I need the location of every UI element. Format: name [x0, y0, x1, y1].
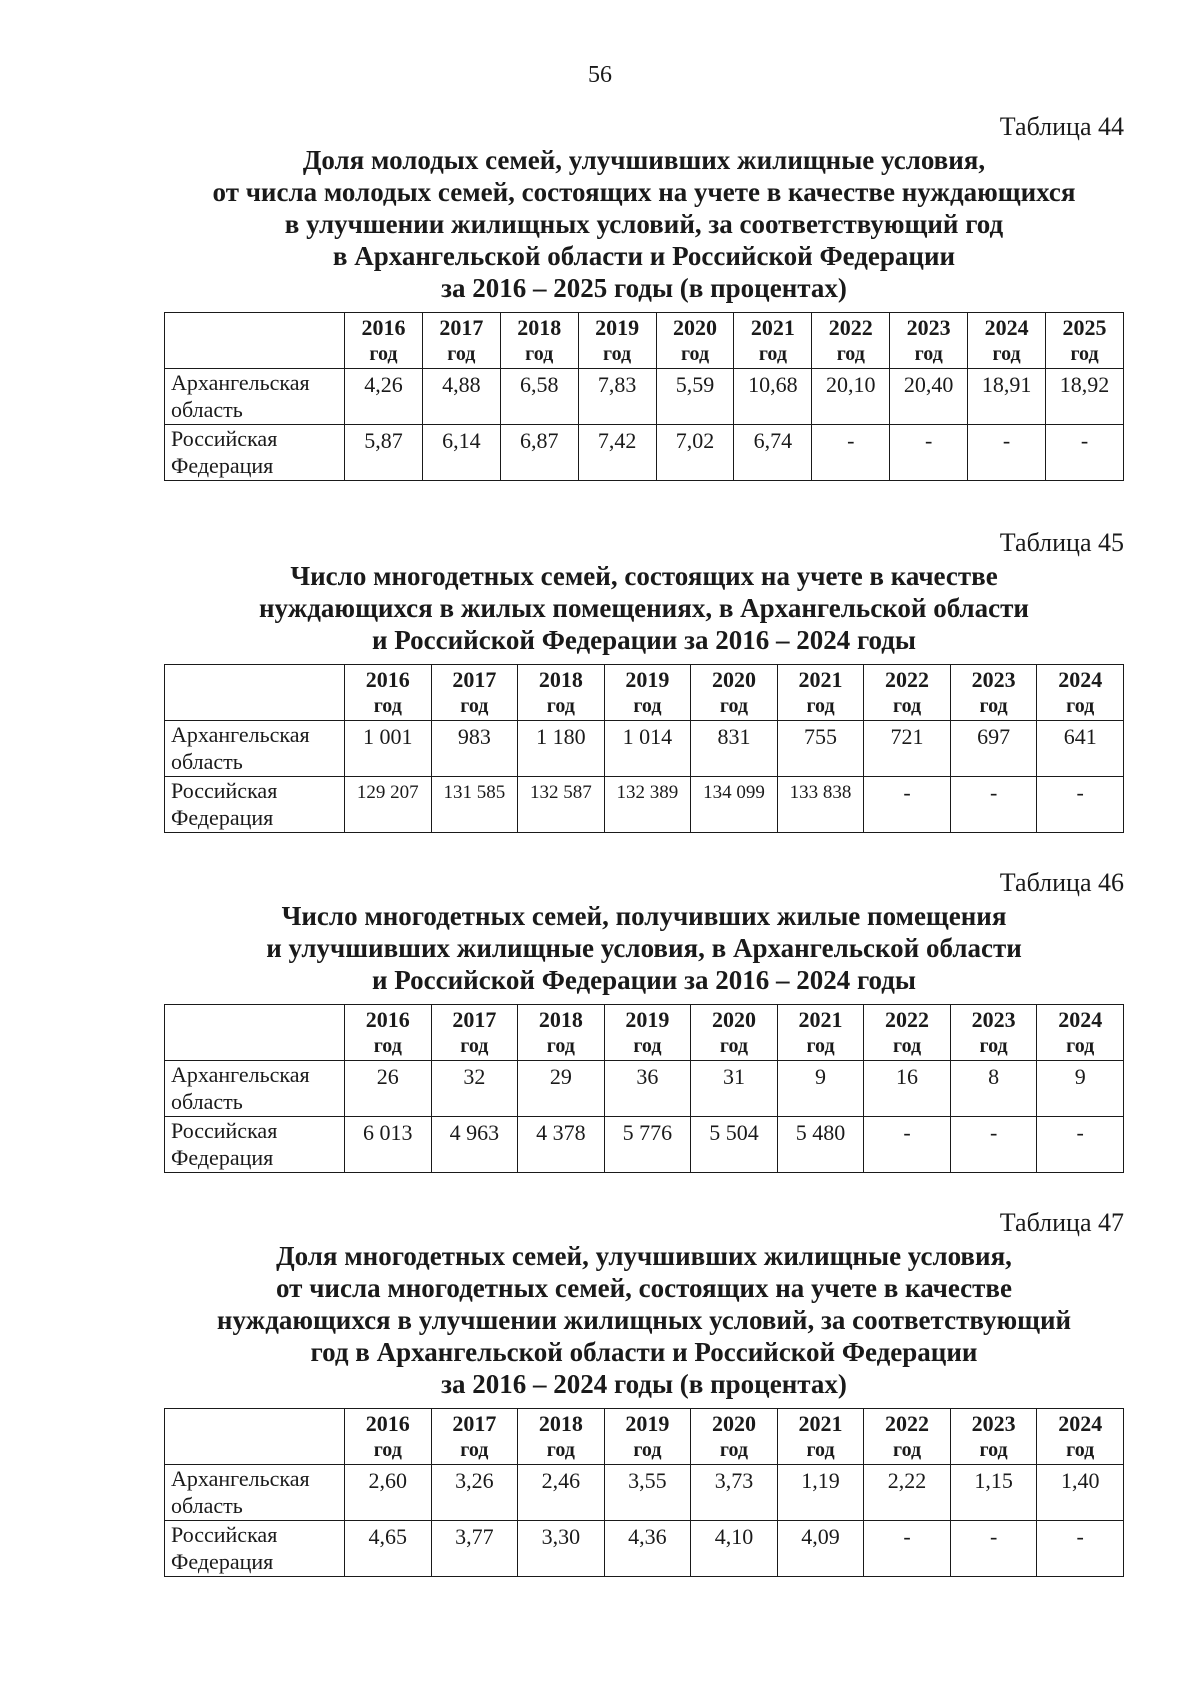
value-cell: 20,10	[812, 369, 890, 425]
value-cell: 1 001	[345, 721, 432, 777]
year-suffix: год	[633, 1035, 662, 1057]
year-header	[578, 313, 656, 369]
value-cell: -	[1046, 425, 1124, 481]
table-title-line: за 2016 – 2024 годы (в процентах)	[441, 1369, 847, 1399]
value-cell: 697	[950, 721, 1037, 777]
year-suffix: год	[525, 343, 554, 365]
value-cell: 6 013	[345, 1117, 432, 1173]
table-title-line: за 2016 – 2025 годы (в процентах)	[441, 273, 847, 303]
year-suffix: год	[719, 1439, 749, 1461]
value-cell: 6,14	[422, 425, 500, 481]
year-header	[431, 1005, 518, 1061]
year-header	[518, 1005, 605, 1061]
year-suffix: год	[369, 343, 398, 365]
row-header: Архангельская область	[165, 1465, 345, 1521]
year-suffix: год	[633, 695, 662, 717]
value-cell: 5 480	[777, 1117, 864, 1173]
year-number: 2022	[885, 1007, 930, 1032]
value-cell: 32	[431, 1061, 518, 1117]
year-suffix: год	[633, 1439, 662, 1461]
year-suffix: год	[373, 1439, 402, 1461]
value-cell: 132 587	[518, 777, 605, 833]
table-section-46	[164, 868, 1124, 1173]
value-cell: 721	[864, 721, 951, 777]
year-suffix: год	[979, 1035, 1008, 1057]
value-cell: 3,55	[604, 1465, 691, 1521]
year-number: 2017	[452, 667, 497, 692]
table-title-line: Доля многодетных семей, улучшивших жилищные условия,	[276, 1241, 1012, 1271]
year-number: 2023	[971, 1007, 1016, 1032]
year-header	[777, 1005, 864, 1061]
year-header	[518, 1409, 605, 1465]
year-header	[950, 1005, 1037, 1061]
value-cell: 4,10	[691, 1521, 778, 1577]
year-header	[604, 1409, 691, 1465]
year-suffix: год	[806, 1439, 835, 1461]
value-cell: -	[864, 777, 951, 833]
header-row	[165, 313, 1124, 369]
year-suffix: год	[914, 343, 943, 365]
table-title	[164, 1240, 1124, 1400]
corner-cell	[165, 313, 345, 369]
row-header: Российская Федерация	[165, 425, 345, 481]
year-number: 2023	[906, 315, 951, 340]
value-cell: 18,91	[968, 369, 1046, 425]
value-cell: 831	[691, 721, 778, 777]
value-cell: 129 207	[345, 777, 432, 833]
year-suffix: год	[892, 695, 922, 717]
table-title-line: год в Архангельской области и Российской Федерации	[310, 1337, 978, 1367]
year-number: 2017	[452, 1411, 497, 1436]
year-suffix: год	[806, 1035, 835, 1057]
year-number: 2017	[439, 315, 484, 340]
table-title-line: от числа многодетных семей, состоящих на учете в качестве	[276, 1273, 1012, 1303]
year-number: 2024	[1058, 1007, 1103, 1032]
year-suffix: год	[447, 343, 476, 365]
table-title	[164, 900, 1124, 996]
table-title	[164, 560, 1124, 656]
year-header	[968, 313, 1046, 369]
value-cell: -	[890, 425, 968, 481]
year-number: 2016	[365, 667, 410, 692]
table-title-line: нуждающихся в улучшении жилищных условий, за соответствующий	[216, 1305, 1072, 1335]
year-header	[345, 1409, 432, 1465]
year-header	[656, 313, 734, 369]
value-cell: 36	[604, 1061, 691, 1117]
year-header	[777, 1409, 864, 1465]
value-cell: -	[1037, 777, 1124, 833]
value-cell: 2,60	[345, 1465, 432, 1521]
value-cell: 5 776	[604, 1117, 691, 1173]
value-cell: -	[950, 1521, 1037, 1577]
year-number: 2019	[625, 1411, 670, 1436]
year-suffix: год	[546, 1035, 575, 1057]
value-cell: 5,59	[656, 369, 734, 425]
year-number: 2020	[711, 1411, 756, 1436]
value-cell: -	[864, 1117, 951, 1173]
header-row	[165, 1005, 1124, 1061]
value-cell: 26	[345, 1061, 432, 1117]
table-title-line: Число многодетных семей, состоящих на учете в качестве	[290, 561, 998, 591]
year-header	[345, 665, 432, 721]
year-suffix: год	[892, 1439, 922, 1461]
row-header: Российская Федерация	[165, 1521, 345, 1577]
year-suffix: год	[1066, 1035, 1095, 1057]
data-table	[164, 1408, 1124, 1577]
corner-cell	[165, 1409, 345, 1465]
year-suffix: год	[460, 1035, 489, 1057]
value-cell: 8	[950, 1061, 1037, 1117]
value-cell: 1 180	[518, 721, 605, 777]
row-header: Российская Федерация	[165, 1117, 345, 1173]
value-cell: -	[950, 1117, 1037, 1173]
year-number: 2018	[517, 315, 562, 340]
corner-cell	[165, 1005, 345, 1061]
table-title-line: и улучшивших жилищные условия, в Архангельской области	[266, 933, 1022, 963]
year-suffix: год	[680, 343, 710, 365]
value-cell: 132 389	[604, 777, 691, 833]
year-number: 2019	[625, 667, 670, 692]
year-suffix: год	[719, 695, 749, 717]
year-number: 2024	[984, 315, 1029, 340]
corner-cell	[165, 665, 345, 721]
table-label: Таблица 44	[999, 112, 1124, 141]
table-row	[165, 1521, 1124, 1577]
page-number: 56	[588, 62, 612, 88]
table-title-line: и Российской Федерации за 2016 – 2024 годы	[372, 625, 916, 655]
value-cell: 983	[431, 721, 518, 777]
year-suffix: год	[603, 343, 632, 365]
table-label: Таблица 47	[999, 1208, 1124, 1237]
year-header	[500, 313, 578, 369]
year-number: 2019	[625, 1007, 670, 1032]
value-cell: -	[1037, 1117, 1124, 1173]
value-cell: 4,36	[604, 1521, 691, 1577]
value-cell: 3,30	[518, 1521, 605, 1577]
year-number: 2022	[828, 315, 873, 340]
year-number: 2016	[365, 1411, 410, 1436]
value-cell: 7,83	[578, 369, 656, 425]
year-suffix: год	[460, 695, 489, 717]
year-number: 2023	[971, 667, 1016, 692]
value-cell: 4 378	[518, 1117, 605, 1173]
year-header	[345, 1005, 432, 1061]
value-cell: 7,02	[656, 425, 734, 481]
value-cell: 18,92	[1046, 369, 1124, 425]
year-suffix: год	[1066, 1439, 1095, 1461]
year-suffix: год	[892, 1035, 922, 1057]
table-title-line: Доля молодых семей, улучшивших жилищные условия,	[302, 145, 986, 175]
value-cell: 7,42	[578, 425, 656, 481]
table-title-line: и Российской Федерации за 2016 – 2024 годы	[372, 965, 916, 995]
value-cell: 29	[518, 1061, 605, 1117]
year-number: 2024	[1058, 667, 1103, 692]
year-header	[1037, 1005, 1124, 1061]
year-suffix: год	[460, 1439, 489, 1461]
year-suffix: год	[1066, 695, 1095, 717]
value-cell: 9	[777, 1061, 864, 1117]
year-number: 2020	[711, 667, 756, 692]
value-cell: -	[1037, 1521, 1124, 1577]
year-number: 2019	[595, 315, 640, 340]
table-row	[165, 425, 1124, 481]
table-section-44	[164, 112, 1124, 481]
value-cell: 3,77	[431, 1521, 518, 1577]
row-header: Архангельская область	[165, 369, 345, 425]
year-number: 2021	[798, 667, 843, 692]
value-cell: -	[950, 777, 1037, 833]
value-cell: 4,65	[345, 1521, 432, 1577]
year-suffix: год	[373, 695, 402, 717]
value-cell: 1 014	[604, 721, 691, 777]
year-number: 2021	[798, 1411, 843, 1436]
year-number: 2021	[750, 315, 795, 340]
year-number: 2020	[673, 315, 717, 340]
year-header	[1037, 1409, 1124, 1465]
year-suffix: год	[836, 343, 865, 365]
year-suffix: год	[806, 695, 835, 717]
header-row	[165, 1409, 1124, 1465]
value-cell: 4,26	[345, 369, 423, 425]
year-number: 2016	[361, 315, 406, 340]
value-cell: 3,26	[431, 1465, 518, 1521]
table-row	[165, 1117, 1124, 1173]
row-header: Российская Федерация	[165, 777, 345, 833]
year-header	[345, 313, 423, 369]
year-suffix: год	[992, 343, 1021, 365]
value-cell: 4,88	[422, 369, 500, 425]
table-row	[165, 777, 1124, 833]
table-title-line: Число многодетных семей, получивших жилые помещения	[281, 901, 1007, 931]
year-header	[864, 1409, 951, 1465]
table-title-line: в Архангельской области и Российской Федерации	[332, 241, 956, 271]
year-header	[518, 665, 605, 721]
year-number: 2017	[452, 1007, 497, 1032]
value-cell: 641	[1037, 721, 1124, 777]
row-header: Архангельская область	[165, 1061, 345, 1117]
value-cell: 6,74	[734, 425, 812, 481]
year-header	[890, 313, 968, 369]
value-cell: 2,22	[864, 1465, 951, 1521]
year-number: 2024	[1058, 1411, 1103, 1436]
table-title	[164, 144, 1124, 304]
year-number: 2018	[538, 1007, 583, 1032]
year-header	[691, 1005, 778, 1061]
year-number: 2022	[885, 667, 930, 692]
year-header	[950, 665, 1037, 721]
value-cell: 16	[864, 1061, 951, 1117]
year-number: 2023	[971, 1411, 1016, 1436]
value-cell: -	[864, 1521, 951, 1577]
row-header: Архангельская область	[165, 721, 345, 777]
value-cell: 133 838	[777, 777, 864, 833]
data-table	[164, 664, 1124, 833]
table-row	[165, 1061, 1124, 1117]
value-cell: 9	[1037, 1061, 1124, 1117]
value-cell: 1,40	[1037, 1465, 1124, 1521]
value-cell: 5 504	[691, 1117, 778, 1173]
year-number: 2018	[538, 667, 583, 692]
table-label: Таблица 45	[999, 528, 1124, 557]
value-cell: 6,87	[500, 425, 578, 481]
table-row	[165, 369, 1124, 425]
year-suffix: год	[719, 1035, 749, 1057]
value-cell: 755	[777, 721, 864, 777]
table-row	[165, 721, 1124, 777]
table-row	[165, 1465, 1124, 1521]
table-title-line: нуждающихся в жилых помещениях, в Архангельской области	[259, 593, 1029, 623]
year-header	[1037, 665, 1124, 721]
value-cell: 31	[691, 1061, 778, 1117]
table-title-line: от числа молодых семей, состоящих на учете в качестве нуждающихся	[212, 177, 1076, 207]
year-suffix: год	[979, 695, 1008, 717]
data-table	[164, 1004, 1124, 1173]
year-header	[691, 665, 778, 721]
value-cell: 6,58	[500, 369, 578, 425]
year-suffix: год	[1070, 343, 1099, 365]
year-header	[1046, 313, 1124, 369]
year-suffix: год	[979, 1439, 1008, 1461]
year-header	[734, 313, 812, 369]
value-cell: 20,40	[890, 369, 968, 425]
value-cell: 4 963	[431, 1117, 518, 1173]
year-number: 2018	[538, 1411, 583, 1436]
year-header	[777, 665, 864, 721]
table-title-line: в улучшении жилищных условий, за соответствующий год	[284, 209, 1004, 239]
value-cell: -	[812, 425, 890, 481]
year-suffix: год	[758, 343, 787, 365]
table-section-47	[164, 1208, 1124, 1577]
year-suffix: год	[373, 1035, 402, 1057]
year-number: 2025	[1062, 315, 1107, 340]
value-cell: 3,73	[691, 1465, 778, 1521]
value-cell: 10,68	[734, 369, 812, 425]
year-number: 2022	[885, 1411, 930, 1436]
year-header	[604, 1005, 691, 1061]
value-cell: 4,09	[777, 1521, 864, 1577]
value-cell: 5,87	[345, 425, 423, 481]
year-header	[864, 665, 951, 721]
year-header	[431, 665, 518, 721]
data-table	[164, 312, 1124, 481]
year-suffix: год	[546, 1439, 575, 1461]
table-section-45	[164, 528, 1124, 833]
year-header	[431, 1409, 518, 1465]
value-cell: 131 585	[431, 777, 518, 833]
year-header	[422, 313, 500, 369]
year-header	[691, 1409, 778, 1465]
value-cell: -	[968, 425, 1046, 481]
year-header	[812, 313, 890, 369]
year-number: 2016	[365, 1007, 410, 1032]
year-header	[604, 665, 691, 721]
value-cell: 2,46	[518, 1465, 605, 1521]
year-suffix: год	[546, 695, 575, 717]
year-header	[864, 1005, 951, 1061]
year-number: 2020	[711, 1007, 756, 1032]
value-cell: 1,19	[777, 1465, 864, 1521]
value-cell: 1,15	[950, 1465, 1037, 1521]
value-cell: 134 099	[691, 777, 778, 833]
header-row	[165, 665, 1124, 721]
table-label: Таблица 46	[999, 868, 1124, 897]
year-header	[950, 1409, 1037, 1465]
year-number: 2021	[798, 1007, 843, 1032]
